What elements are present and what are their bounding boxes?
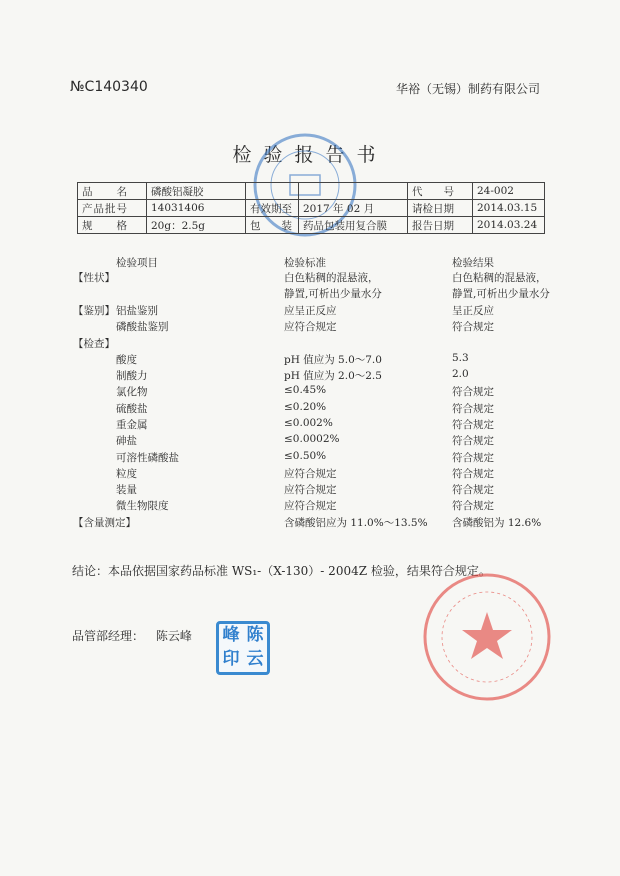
label-product-name: 品 名	[78, 183, 147, 200]
result-value: 2.0	[452, 368, 469, 380]
value-expiry: 2017 年 02 月	[299, 200, 408, 217]
result-section: 【鉴别】	[73, 305, 115, 317]
result-value: 符合规定	[452, 419, 494, 431]
result-standard: 应符合规定	[284, 468, 337, 480]
result-standard: 白色粘稠的混悬液，	[284, 272, 379, 284]
manager-signature-line	[72, 627, 192, 644]
result-item: 磷酸盐鉴别	[116, 321, 169, 333]
result-section: 【含量测定】	[73, 517, 136, 529]
result-standard: ≤0.50%	[284, 450, 327, 462]
result-value: 白色粘稠的混悬液，	[452, 272, 547, 284]
value-batch: 14031406	[147, 200, 246, 217]
manager-label: 品管部经理：	[72, 629, 145, 643]
label-batch: 产品批号	[78, 200, 147, 217]
header-result: 检验结果	[452, 257, 494, 269]
chop-char: 印	[222, 649, 240, 669]
result-section: 【检查】	[73, 338, 115, 350]
company-name: 华裕（无锡）制药有限公司	[395, 82, 540, 96]
label-code: 代 号	[408, 183, 473, 200]
result-item: 制酸力	[116, 370, 148, 382]
label-package: 包 装	[246, 217, 299, 234]
result-item: 装量	[116, 484, 137, 496]
value-package: 药品包装用复合膜	[299, 217, 408, 234]
result-value: 符合规定	[452, 500, 494, 512]
value-request-date: 2014.03.15	[473, 200, 545, 217]
result-value: 含磷酸铝为 12.6%	[452, 517, 542, 529]
result-item: 砷盐	[116, 435, 137, 447]
result-standard: 应符合规定	[284, 500, 337, 512]
label-empty	[246, 183, 299, 200]
result-value: 符合规定	[452, 403, 494, 415]
chop-char: 云	[246, 649, 264, 669]
header-item: 检验项目	[116, 257, 158, 269]
result-value: 符合规定	[452, 435, 494, 447]
label-expiry: 有效期至	[246, 200, 299, 217]
result-value: 符合规定	[452, 386, 494, 398]
report-title: 检验报告书	[232, 144, 388, 166]
manager-name: 陈云峰	[155, 629, 192, 643]
result-value: 符合规定	[452, 468, 494, 480]
result-item: 微生物限度	[116, 500, 169, 512]
conclusion-text: 结论：本品依据国家药品标准 WS₁-（X-130）- 2004Z 检验，结果符合规定。	[72, 564, 491, 578]
result-value: 静置,可析出少量水分	[452, 288, 550, 300]
result-standard: 应符合规定	[284, 321, 337, 333]
result-standard: pH 值应为 2.0～2.5	[284, 370, 382, 382]
result-value: 符合规定	[452, 321, 494, 333]
result-standard: ≤0.20%	[284, 401, 327, 413]
info-row-name	[78, 183, 545, 200]
label-spec: 规 格	[78, 217, 147, 234]
result-value: 5.3	[452, 352, 469, 364]
result-item: 可溶性磷酸盐	[116, 452, 179, 464]
info-row-batch	[78, 200, 545, 217]
result-item: 重金属	[116, 419, 148, 431]
personal-name-chop	[216, 621, 270, 675]
info-row-spec	[78, 217, 545, 234]
result-value: 呈正反应	[452, 305, 494, 317]
chop-char: 陈	[246, 625, 264, 645]
red-company-seal	[420, 570, 555, 705]
result-value: 符合规定	[452, 484, 494, 496]
result-item: 粒度	[116, 468, 137, 480]
result-value: 符合规定	[452, 452, 494, 464]
result-standard: 静置,可析出少量水分	[284, 288, 382, 300]
document-number: №C140340	[70, 79, 148, 95]
result-section: 【性状】	[73, 272, 115, 284]
result-standard: 应呈正反应	[284, 305, 337, 317]
result-standard: ≤0.002%	[284, 417, 333, 429]
result-standard: pH 值应为 5.0～7.0	[284, 354, 382, 366]
result-standard: ≤0.0002%	[284, 433, 340, 445]
chop-char: 峰	[222, 625, 240, 645]
result-item: 硫酸盐	[116, 403, 148, 415]
value-empty	[299, 183, 408, 200]
value-product-name: 磷酸铝凝胶	[147, 183, 246, 200]
result-item: 酸度	[116, 354, 137, 366]
label-report-date: 报告日期	[408, 217, 473, 234]
result-item: 铝盐鉴别	[116, 305, 158, 317]
result-standard: ≤0.45%	[284, 384, 327, 396]
header-standard: 检验标准	[284, 257, 326, 269]
value-code: 24-002	[473, 183, 545, 200]
label-request-date: 请检日期	[408, 200, 473, 217]
value-spec: 20g：2.5g	[147, 217, 246, 234]
value-report-date: 2014.03.24	[473, 217, 545, 234]
product-info-table	[77, 182, 545, 234]
result-standard: 含磷酸铝应为 11.0%～13.5%	[284, 517, 428, 529]
result-item: 氯化物	[116, 386, 148, 398]
result-standard: 应符合规定	[284, 484, 337, 496]
